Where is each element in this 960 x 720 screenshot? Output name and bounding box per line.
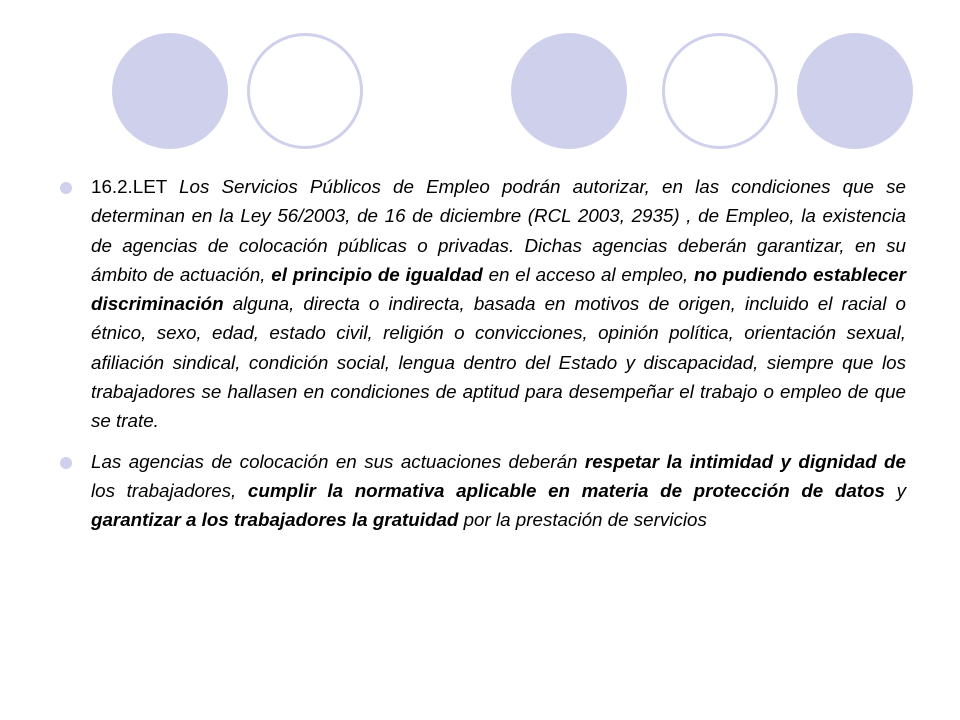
decorative-circle-filled [112, 33, 228, 149]
text-segment: Los Servicios Públicos de Empleo podrán autorizar, en las condiciones que se determinan en la Ley 56/2003, de 16 de diciembre (RCL 2003, 2935) , de Empleo, la existencia de agencias de colocación públicas o privadas. Dichas agencias deberán garantizar, en su ámbito de actuación, [91, 176, 906, 285]
decorative-circle-filled [511, 33, 627, 149]
text-segment: alguna, directa o indirecta, basada en motivos de origen, incluido el racial o étnico, sexo, edad, estado civil, religión o convicciones, opinión política, orientación sexual, afiliación sindical, condición social, lengua dentro del Estado y discapacidad, siempre que los trabajadores se hallasen en condiciones de aptitud para desempeñar el trabajo o empleo de que se trate. [91, 293, 906, 432]
text-segment: Las agencias de colocación en sus actuaciones deberán [91, 450, 585, 472]
text-segment: por la prestación de servicios [458, 509, 707, 531]
text-segment: en el acceso al empleo, [482, 263, 695, 285]
emphasis-text: el principio de igualdad [271, 263, 483, 285]
emphasis-text: no pudiendo establecer discriminación [91, 263, 906, 315]
bullet-dot-icon [60, 182, 72, 194]
decorative-circle-outline [662, 33, 778, 149]
emphasis-text: garantizar a los trabajadores la gratuidad [91, 509, 459, 531]
text-segment: 16.2.LET [91, 176, 180, 197]
emphasis-text: respetar la intimidad y dignidad de [584, 450, 906, 472]
bullet-paragraph [91, 447, 906, 535]
text-segment: los trabajadores, [91, 479, 248, 501]
slide-body [58, 172, 906, 546]
bullet-item [58, 172, 906, 436]
bullet-dot-icon [60, 457, 72, 469]
bullet-item [58, 447, 906, 535]
decorative-circle-filled [797, 33, 913, 149]
text-segment: y [884, 479, 906, 501]
emphasis-text: cumplir la normativa aplicable en materia de protección de datos [247, 479, 885, 501]
decorative-circle-outline [247, 33, 363, 149]
bullet-paragraph [91, 172, 906, 436]
